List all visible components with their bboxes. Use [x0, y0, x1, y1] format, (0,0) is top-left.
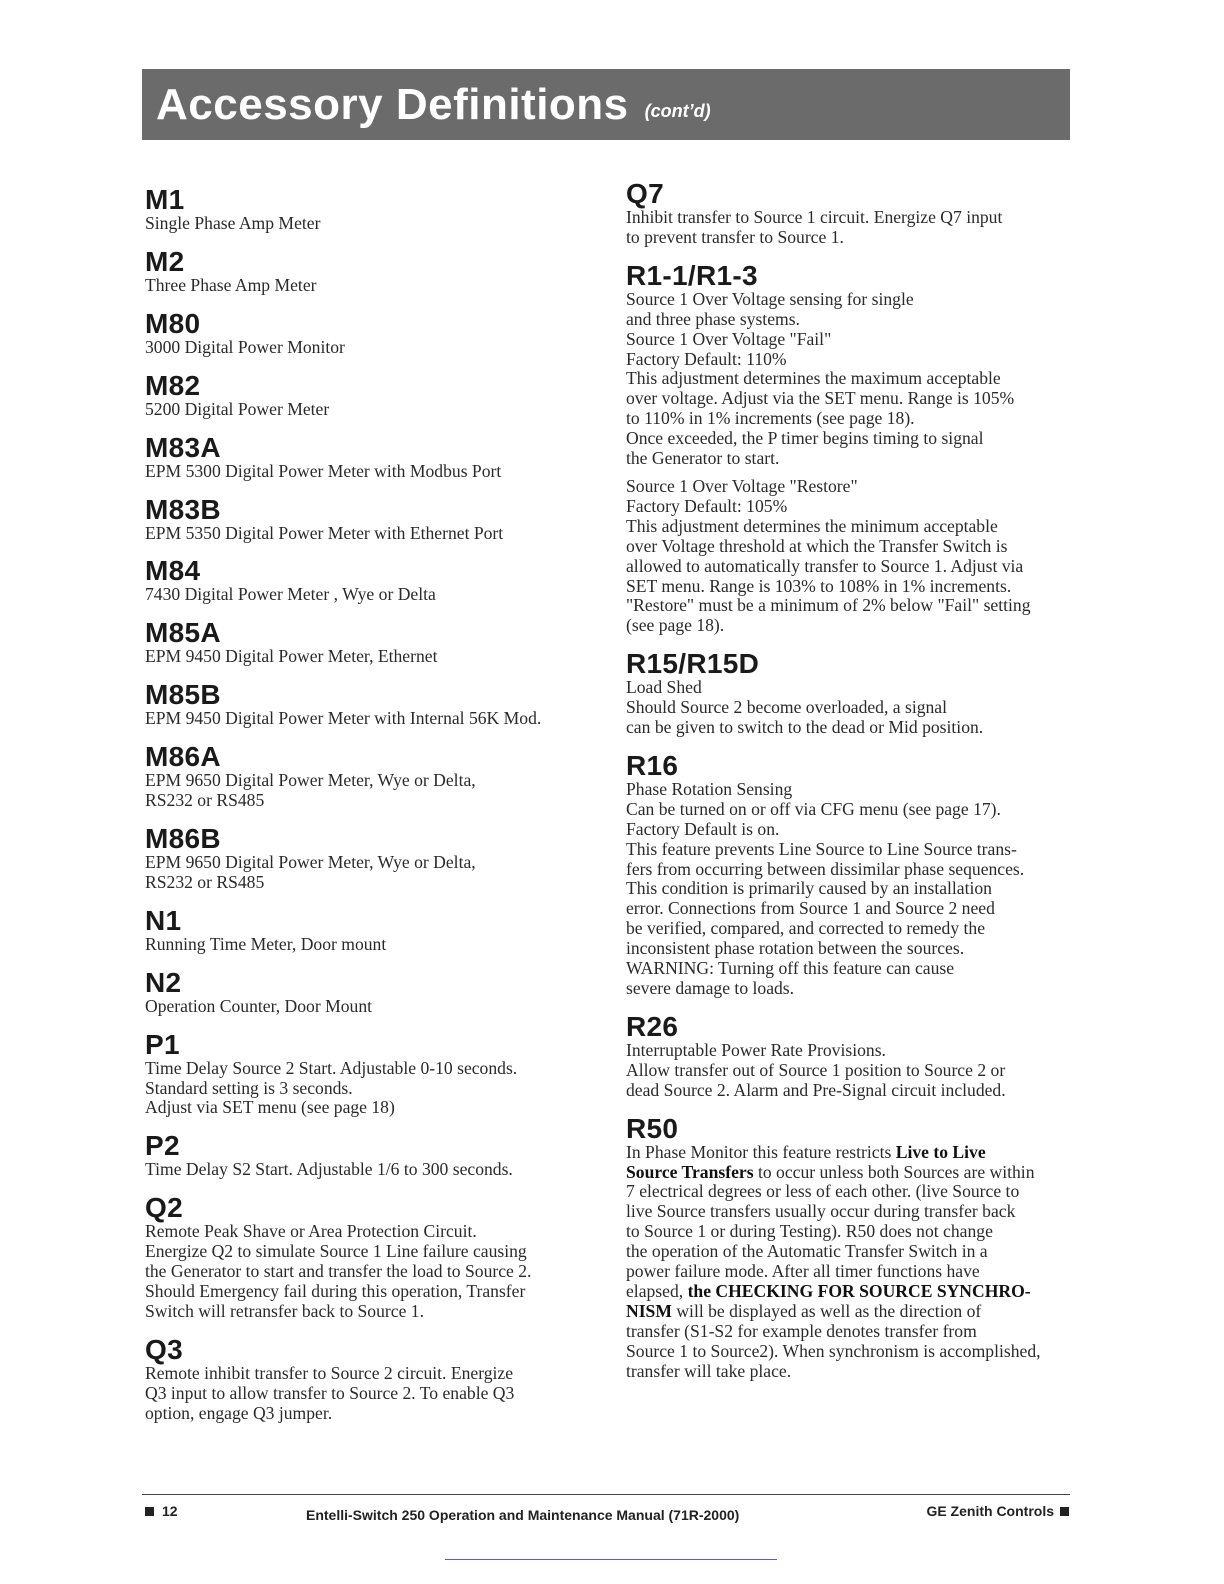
definition-n2 — [145, 965, 595, 1017]
left-column — [145, 182, 595, 1433]
footer-rule — [142, 1494, 1070, 1495]
definition-m86b — [145, 821, 595, 893]
definition-r50 — [626, 1111, 1071, 1382]
definition-r26 — [626, 1009, 1071, 1101]
definition-code: P2 — [145, 1130, 180, 1162]
definition-text: Remote Peak Shave or Area Protection Circuit. Energize Q2 to simulate Source 1 Line failure causing the Generator to start and transfer the load to Source 2. Should Emergency fail during this operation, Transfer Switch will retransfer back to Source 1. — [145, 1221, 532, 1321]
definition-m82 — [145, 368, 595, 420]
definition-text: Time Delay S2 Start. Adjustable 1/6 to 300 seconds. — [145, 1159, 513, 1180]
definition-code: P1 — [145, 1028, 180, 1060]
definition-text: EPM 9450 Digital Power Meter with Internal 56K Mod. — [145, 708, 542, 729]
definition-m83b — [145, 492, 595, 544]
page-header-banner — [142, 69, 1070, 140]
definition-text: EPM 9650 Digital Power Meter, Wye or Delta, RS232 or RS485 — [145, 851, 476, 892]
square-bullet-icon — [1060, 1507, 1069, 1516]
page-subtitle: (cont’d) — [644, 101, 711, 121]
definition-p1 — [145, 1027, 595, 1119]
definition-m85b — [145, 677, 595, 729]
definition-text: Operation Counter, Door Mount — [145, 995, 373, 1016]
definition-m86a — [145, 739, 595, 811]
definition-q7 — [626, 176, 1071, 248]
definition-m84 — [145, 553, 595, 605]
definition-code: M84 — [145, 555, 201, 587]
definition-code: R26 — [626, 1010, 679, 1042]
definition-code: M2 — [145, 245, 185, 277]
definition-text: Three Phase Amp Meter — [145, 274, 317, 295]
definition-code: M83A — [145, 431, 221, 463]
definition-text: 3000 Digital Power Monitor — [145, 336, 345, 357]
definition-text: 5200 Digital Power Meter — [145, 398, 330, 419]
definition-text: Single Phase Amp Meter — [145, 213, 321, 233]
definition-m2 — [145, 244, 595, 296]
definition-code: M83B — [145, 493, 221, 525]
definition-text: Source 1 Over Voltage sensing for single and three phase systems. Source 1 Over Voltage "Fail" Factory Default: 110% This adjustment determines the maximum acceptable over voltage. Adjust via the SET menu. Range is 105% to 110% in 1% increments (see page 18). Once exceeded, the P timer begins timing to signal the Generator to start. — [626, 288, 1015, 469]
definition-text: Interruptable Power Rate Provisions. Allow transfer out of Source 1 position to Source 2 or dead Source 2. Alarm and Pre-Signal circuit included. — [626, 1039, 1006, 1100]
definition-q2 — [145, 1190, 595, 1322]
definition-text: 7430 Digital Power Meter , Wye or Delta — [145, 584, 436, 605]
definition-r16 — [626, 748, 1071, 999]
definition-text: In Phase Monitor this feature restricts Live to Live Source Transfers to occur unless both Sources are within 7 electrical degrees or less of each other. (live Source to live Source transfers usually occur during transfer back to Source 1 or during Testing). R50 does not change the operation of the Automatic Transfer Switch in a power failure mode. After all timer functions have elapsed, the CHECKING FOR SOURCE SYNCHRO- NISM will be displayed as well as the direction of transfer (S1-S2 for example denotes transfer from Source 1 to Source2). When synchronism is accomplished, transfer will take place. — [626, 1141, 1041, 1381]
definition-r1 — [626, 258, 1071, 636]
definition-code: R15/R15D — [626, 648, 760, 680]
definition-code: M85B — [145, 679, 221, 711]
definition-code: M86B — [145, 822, 221, 854]
definition-code: Q7 — [626, 178, 664, 209]
definition-code: Q2 — [145, 1192, 183, 1224]
definition-m1 — [145, 182, 595, 234]
definition-r15 — [626, 646, 1071, 738]
definition-m80 — [145, 306, 595, 358]
definition-text: Running Time Meter, Door mount — [145, 933, 387, 954]
definition-q3 — [145, 1332, 595, 1424]
definition-text: Load Shed Should Source 2 become overloaded, a signal can be given to switch to the dead or Mid position. — [626, 677, 984, 738]
definition-text: EPM 9650 Digital Power Meter, Wye or Delta, RS232 or RS485 — [145, 770, 476, 811]
definition-code: N2 — [145, 966, 182, 998]
footer-page-number: 12 — [145, 1503, 178, 1519]
definition-m85a — [145, 615, 595, 667]
footer-manual-title: Entelli-Switch 250 Operation and Maintenance Manual (71R-2000) — [306, 1507, 740, 1523]
definition-p2 — [145, 1128, 595, 1180]
definition-text: EPM 9450 Digital Power Meter, Ethernet — [145, 646, 438, 667]
definition-text: EPM 5350 Digital Power Meter with Ethernet Port — [145, 522, 504, 543]
definition-code: M86A — [145, 741, 221, 773]
square-bullet-icon — [145, 1507, 154, 1516]
definition-code: M85A — [145, 617, 221, 649]
link-underline — [445, 1559, 777, 1560]
definition-text-restore: Source 1 Over Voltage "Restore" Factory Default: 105% This adjustment determines the minimum acceptable over Voltage threshold at which the Transfer Switch is allowed to automatically transfer to Source 1. Adjust via SET menu. Range is 103% to 108% in 1% increments. "Restore" must be a minimum of 2% below "Fail" setting (see page 18). — [626, 475, 1031, 636]
definition-text: EPM 5300 Digital Power Meter with Modbus Port — [145, 460, 502, 481]
definition-text: Phase Rotation Sensing Can be turned on or off via CFG menu (see page 17). Factory Default is on. This feature prevents Line Source to Line Source trans- fers from occurring between dissimilar phase sequences. This condition is primarily caused by an installation error. Connections from Source 1 and Source 2 need be verified, compared, and corrected to remedy the inconsistent phase rotation between the sources. WARNING: Turning off this feature can cause severe damage to loads. — [626, 778, 1025, 998]
right-column — [626, 176, 1071, 1392]
definition-m83a — [145, 430, 595, 482]
definition-code: Q3 — [145, 1333, 183, 1365]
definition-code: M82 — [145, 369, 201, 401]
definition-code: R16 — [626, 749, 679, 781]
definition-code: R50 — [626, 1112, 679, 1144]
definition-code: M80 — [145, 307, 201, 339]
definition-n1 — [145, 903, 595, 955]
definition-code: N1 — [145, 904, 182, 936]
footer-brand: GE Zenith Controls — [926, 1503, 1069, 1519]
definition-text: Time Delay Source 2 Start. Adjustable 0-10 seconds. Standard setting is 3 seconds. Adjust via SET menu (see page 18) — [145, 1057, 518, 1118]
definition-text: Inhibit transfer to Source 1 circuit. Energize Q7 input to prevent transfer to Source 1. — [626, 207, 1003, 247]
definition-code: M1 — [145, 184, 185, 215]
definition-code: R1-1/R1-3 — [626, 259, 758, 291]
page-title: Accessory Definitions — [156, 79, 629, 129]
definition-text: Remote inhibit transfer to Source 2 circuit. Energize Q3 input to allow transfer to Source 2. To enable Q3 option, engage Q3 jumper. — [145, 1362, 515, 1423]
